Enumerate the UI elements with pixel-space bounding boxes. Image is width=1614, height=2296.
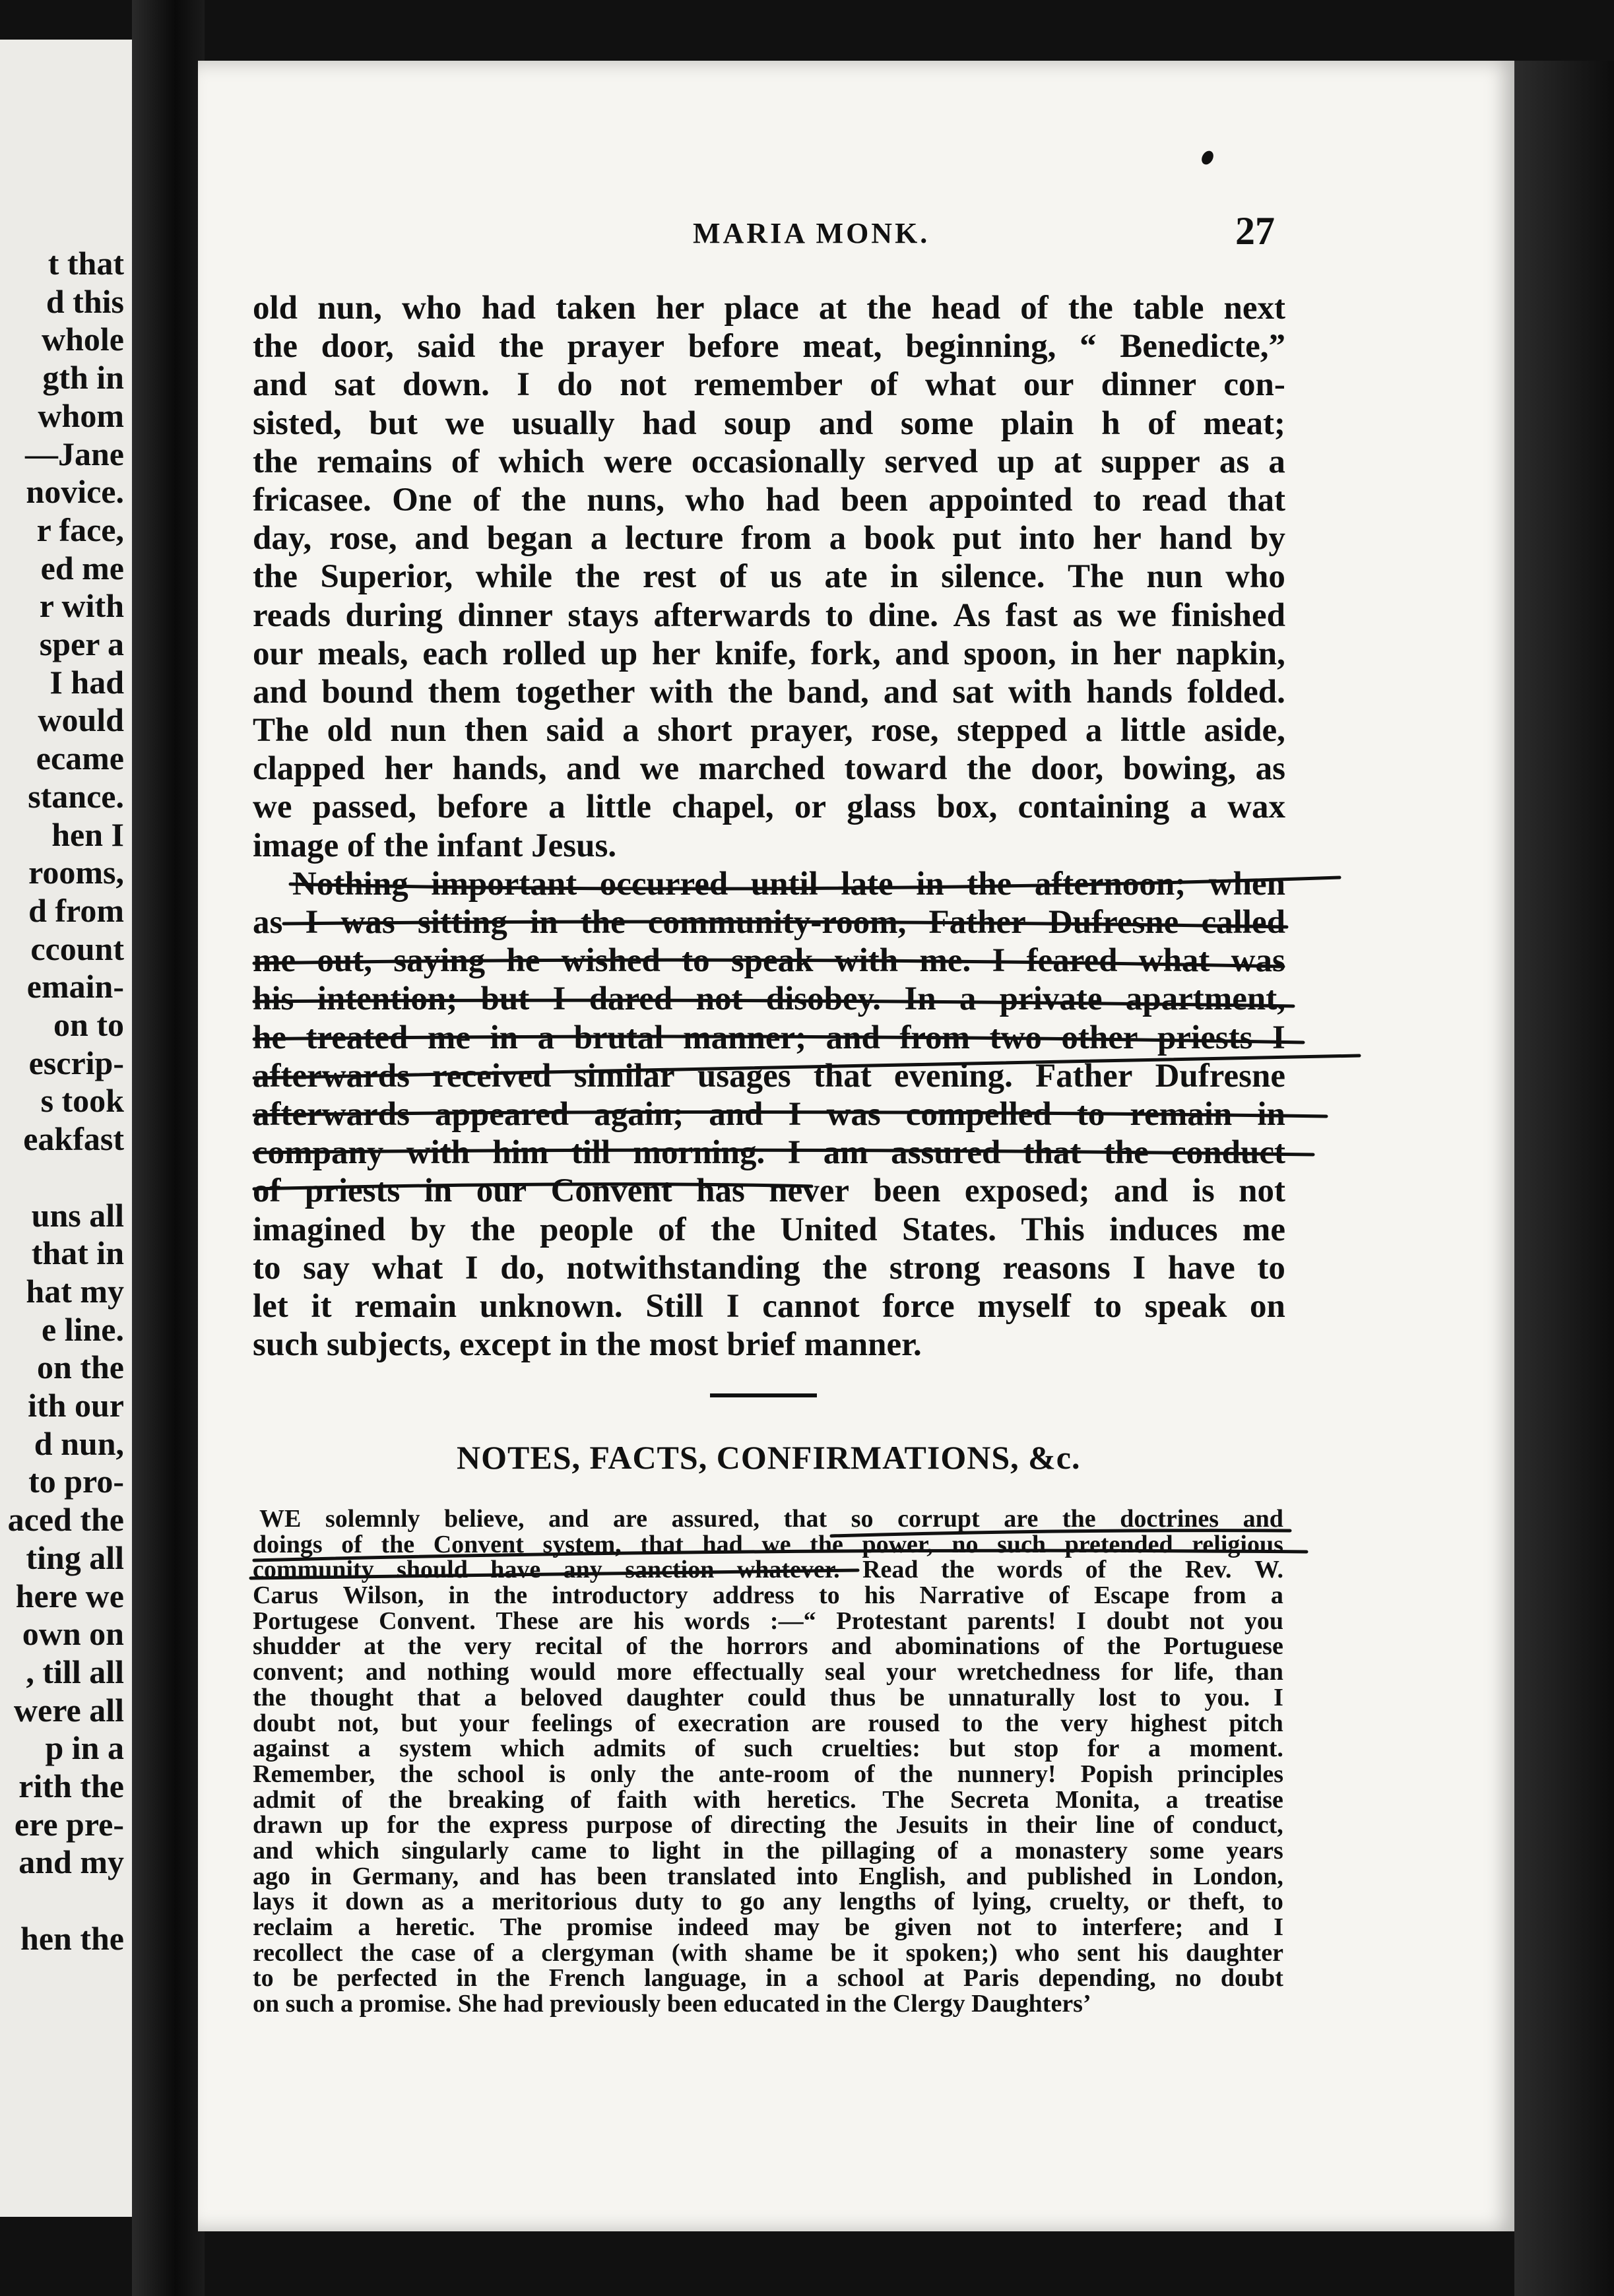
left-page-line: would (38, 701, 124, 739)
left-page-line: ere pre- (14, 1805, 124, 1843)
body-line: of priests in our Convent has never been exposed; and is not (253, 1172, 1285, 1210)
left-page-line: uns all (31, 1196, 124, 1234)
notes-line: recollect the case of a clergyman (with shame be it spoken;) who sent his daughter (253, 1938, 1283, 1967)
notes-line: lays it down as a meritorious duty to go any lengths of lying, cruelty, or theft, to (253, 1888, 1283, 1916)
notes-line: shudder at the very recital of the horrors and abominations of the Portuguese (253, 1632, 1283, 1661)
page-edge-shadow (1514, 61, 1614, 2296)
body-line: image of the infant Jesus. (253, 827, 617, 864)
body-line: his intention; but I dared not disobey. In a private apartment, (253, 980, 1285, 1018)
body-line: he treated me in a brutal manner; and from two other priests I (253, 1019, 1285, 1056)
left-page-line: to pro- (28, 1463, 124, 1500)
left-page-line: whole (42, 321, 124, 358)
notes-line: Portugese Convent. These are his words :—“ Protestant parents! I doubt not you (253, 1607, 1283, 1635)
notes-line: community should have any sanction whatever. Read the words of the Rev. W. (253, 1556, 1283, 1584)
left-page-line: here we (15, 1577, 124, 1614)
left-page-line: novice. (26, 473, 124, 511)
body-line: the door, said the prayer before meat, beginning, “ Benedicte,” (253, 328, 1285, 366)
left-page-line: on to (53, 1006, 124, 1043)
body-line: Nothing important occurred until late in the afternoon; when (292, 865, 1285, 903)
notes-line: reclaim a heretic. The promise indeed may be given not to interfere; and I (253, 1913, 1283, 1941)
body-line: such subjects, except in the most brief manner. (253, 1326, 922, 1364)
body-line: old nun, who had taken her place at the head of the table next (253, 290, 1285, 327)
left-page-line: r with (39, 587, 124, 625)
left-page-line: ed me (40, 549, 124, 587)
left-page-line: whom (38, 397, 124, 434)
body-line: day, rose, and began a lecture from a book put into her hand by (253, 520, 1285, 558)
notes-line: and which singularly came to light in the pillaging of a monastery some years (253, 1836, 1283, 1865)
left-page-line: were all (13, 1691, 124, 1729)
body-line: sisted, but we usually had soup and some plain h of meat; (253, 404, 1285, 442)
left-page-line: , till all (26, 1653, 124, 1690)
notes-line: WE solemnly believe, and are assured, that so corrupt are the doctrines and (259, 1505, 1283, 1533)
body-line: reads during dinner stays afterwards to dine. As fast as we finished (253, 596, 1285, 634)
body-line: our meals, each rolled up her knife, fork, and spoon, in her napkin, (253, 635, 1285, 672)
notes-line: Carus Wilson, in the introductory address to his Narrative of Escape from a (253, 1581, 1283, 1610)
left-page-line: and my (18, 1843, 124, 1881)
notes-line: ago in Germany, and has been translated into English, and published in London, (253, 1862, 1283, 1890)
body-line: the Superior, while the rest of us ate in silence. The nun who (253, 558, 1285, 596)
body-line: the remains of which were occasionally served up at supper as a (253, 443, 1285, 480)
left-page-line: stance. (28, 777, 124, 815)
left-page-line: gth in (42, 359, 124, 397)
left-page-line: emain- (26, 968, 124, 1005)
left-page-line: p in a (45, 1729, 124, 1767)
left-page-line: d from (28, 891, 124, 929)
body-line: afterwards appeared again; and I was compelled to remain in (253, 1095, 1285, 1133)
body-line: The old nun then said a short prayer, rose, stepped a little aside, (253, 712, 1285, 749)
body-text (253, 289, 1285, 1364)
left-page-line: ith our (28, 1387, 124, 1424)
notes-line: convent; and nothing would more effectually seal your wretchedness for life, than (253, 1658, 1283, 1686)
left-page-line: ecame (36, 740, 124, 777)
left-page-line: —Jane (25, 435, 124, 472)
notes-line: doubt not, but your feelings of execration are roused to the very highest pitch (253, 1709, 1283, 1737)
body-line: me out, saying he wished to speak with me. I feared what was (253, 942, 1285, 980)
body-line: to say what I do, notwithstanding the strong reasons I have to (253, 1249, 1285, 1287)
body-line: let it remain unknown. Still I cannot force myself to speak on (253, 1287, 1285, 1325)
left-page-line: eakfast (23, 1120, 124, 1158)
left-page-line: I had (49, 663, 124, 701)
left-page-line: escrip- (28, 1044, 124, 1081)
left-page-line: e line. (42, 1310, 124, 1348)
body-line: fricasee. One of the nuns, who had been appointed to read that (253, 481, 1285, 519)
notes-line: admit of the breaking of faith with heretics. The Secreta Monita, a treatise (253, 1785, 1283, 1814)
left-page-line: hen the (20, 1919, 124, 1957)
notes-line: against a system which admits of such cruelties: but stop for a moment. (253, 1735, 1283, 1763)
notes-heading: NOTES, FACTS, CONFIRMATIONS, &c. (457, 1439, 1081, 1476)
left-page-line: that in (31, 1234, 124, 1272)
left-page-line: s took (40, 1082, 124, 1120)
notes-line: the thought that a beloved daughter could thus be unnaturally lost to you. I (253, 1683, 1283, 1711)
left-page-line: ccount (30, 930, 124, 967)
body-line: imagined by the people of the United States. This induces me (253, 1211, 1285, 1248)
left-page-line: t that (48, 245, 124, 282)
body-line: and sat down. I do not remember of what our dinner con- (253, 366, 1285, 404)
running-head: MARIA MONK. (693, 217, 930, 249)
left-page-line: sper a (39, 625, 124, 662)
book-gutter (132, 0, 205, 2296)
body-line: afterwards received similar usages that evening. Father Dufresne (253, 1057, 1285, 1095)
left-page-line: hen I (51, 815, 124, 853)
notes-line: Remember, the school is only the ante-room of the nunnery! Popish principles (253, 1760, 1283, 1788)
left-page-line: aced the (7, 1501, 124, 1539)
left-page-line: rooms, (28, 854, 124, 891)
section-rule (710, 1393, 817, 1397)
left-page-line: on the (37, 1349, 124, 1386)
notes-line: to be perfected in the French language, in a school at Paris depending, no doubt (253, 1964, 1283, 1993)
body-line: company with him till morning. I am assured that the conduct (253, 1134, 1285, 1172)
page-number: 27 (1235, 209, 1275, 253)
body-line: clapped her hands, and we marched toward the door, bowing, as (253, 750, 1285, 788)
left-page-line: d nun, (34, 1424, 124, 1462)
left-page-line: ting all (26, 1539, 124, 1576)
body-line: as I was sitting in the community-room, Father Dufresne called (253, 904, 1285, 941)
notes-line: doings of the Convent system, that had we the power, no such pretended religious (253, 1530, 1283, 1558)
left-page-line: d this (46, 282, 124, 320)
left-page-line: r face, (36, 511, 124, 548)
left-page-line: rith the (18, 1768, 124, 1804)
notes-text (253, 1506, 1283, 2017)
left-page-line: own on (22, 1615, 124, 1653)
left-page-fragment (0, 40, 139, 2217)
notes-line: on such a promise. She had previously been educated in the Clergy Daughters’ (253, 1990, 1091, 2018)
left-page-line: hat my (26, 1272, 124, 1310)
notes-line: drawn up for the express purpose of directing the Jesuits in their line of conduct, (253, 1811, 1283, 1839)
body-line: we passed, before a little chapel, or glass box, containing a wax (253, 788, 1285, 826)
body-line: and bound them together with the band, and sat with hands folded. (253, 673, 1285, 711)
